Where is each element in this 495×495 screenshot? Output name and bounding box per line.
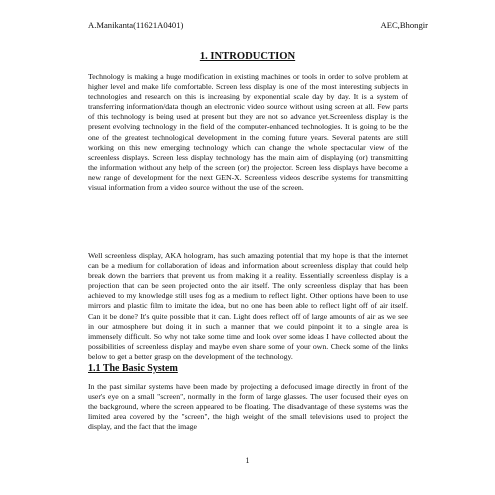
intro-paragraph-2: Well screenless display, AKA hologram, has such amazing potential that my hope is that the internet can be a medium for collaboration of ideas and information about screenless display that could help break down the barriers that prevent us from making it a reality. Essentially screenless display is a projection that can be seen projected onto the air itself. The only screenless display that has been achieved to my knowledge still uses fog as a medium to reflect light. Other options have been to use mirrors and plastic film to imitate the idea, but no one has been able to reflect light off of air itself. Can it be done? It's quite possible that it can. Light does reflect off of large amounts of air as we see in our atmosphere but doing it in such a manner that we could pinpoint it to a single area is immensely difficult. So why not take some time and look over some ideas I have collected about the possibilities of screenless display and maybe even share some of your own. Check some of the links below to get a better grasp on the development of the technology.: [88, 251, 408, 361]
chapter-title: [0, 51, 495, 63]
chapter-title-text: 1. INTRODUCTION: [199, 51, 296, 62]
section-heading: [88, 363, 178, 375]
intro-paragraph-1: Technology is making a huge modification in existing machines or tools in order to solve problem at higher level and make life comfortable. Screen less display is one of the most interesting subjects in technologies and research on this is increasing by exponential scale day by day. It is a system of transferring information/data though an electronic video source without using screen at all. Few parts of this technology is being used at present but they are not so advance yet.Screenless display is the present evolving technology in the field of the computer-enhanced technologies. It is going to be the one of the greatest technological development in the coming future years. Several patents are still working on this new emerging technology which can change the whole spectacular view of the screenless displays. Screen less display technology has the main aim of displaying (or) transmitting the information without any help of the screen (or) the projector. Screen less displays have become a new range of development for the next GEN-X. Screenless videos describe systems for transmitting visual information from a video source without the use of the screen.: [88, 72, 408, 193]
section-heading-text: 1.1 The Basic System: [88, 363, 178, 374]
header-author: A.Manikanta(11621A0401): [88, 20, 184, 30]
header-college: AEC,Bhongir: [380, 20, 428, 30]
basic-system-paragraph: In the past similar systems have been made by projecting a defocused image directly in front of the user's eye on a small "screen", normally in the form of large glasses. The user focused their eyes on the background, where the screen appeared to be floating. The disadvantage of these systems was the limited area covered by the "screen", the high weight of the small televisions used to project the display, and the fact that the image: [88, 382, 408, 432]
page-number: 1: [245, 456, 250, 465]
